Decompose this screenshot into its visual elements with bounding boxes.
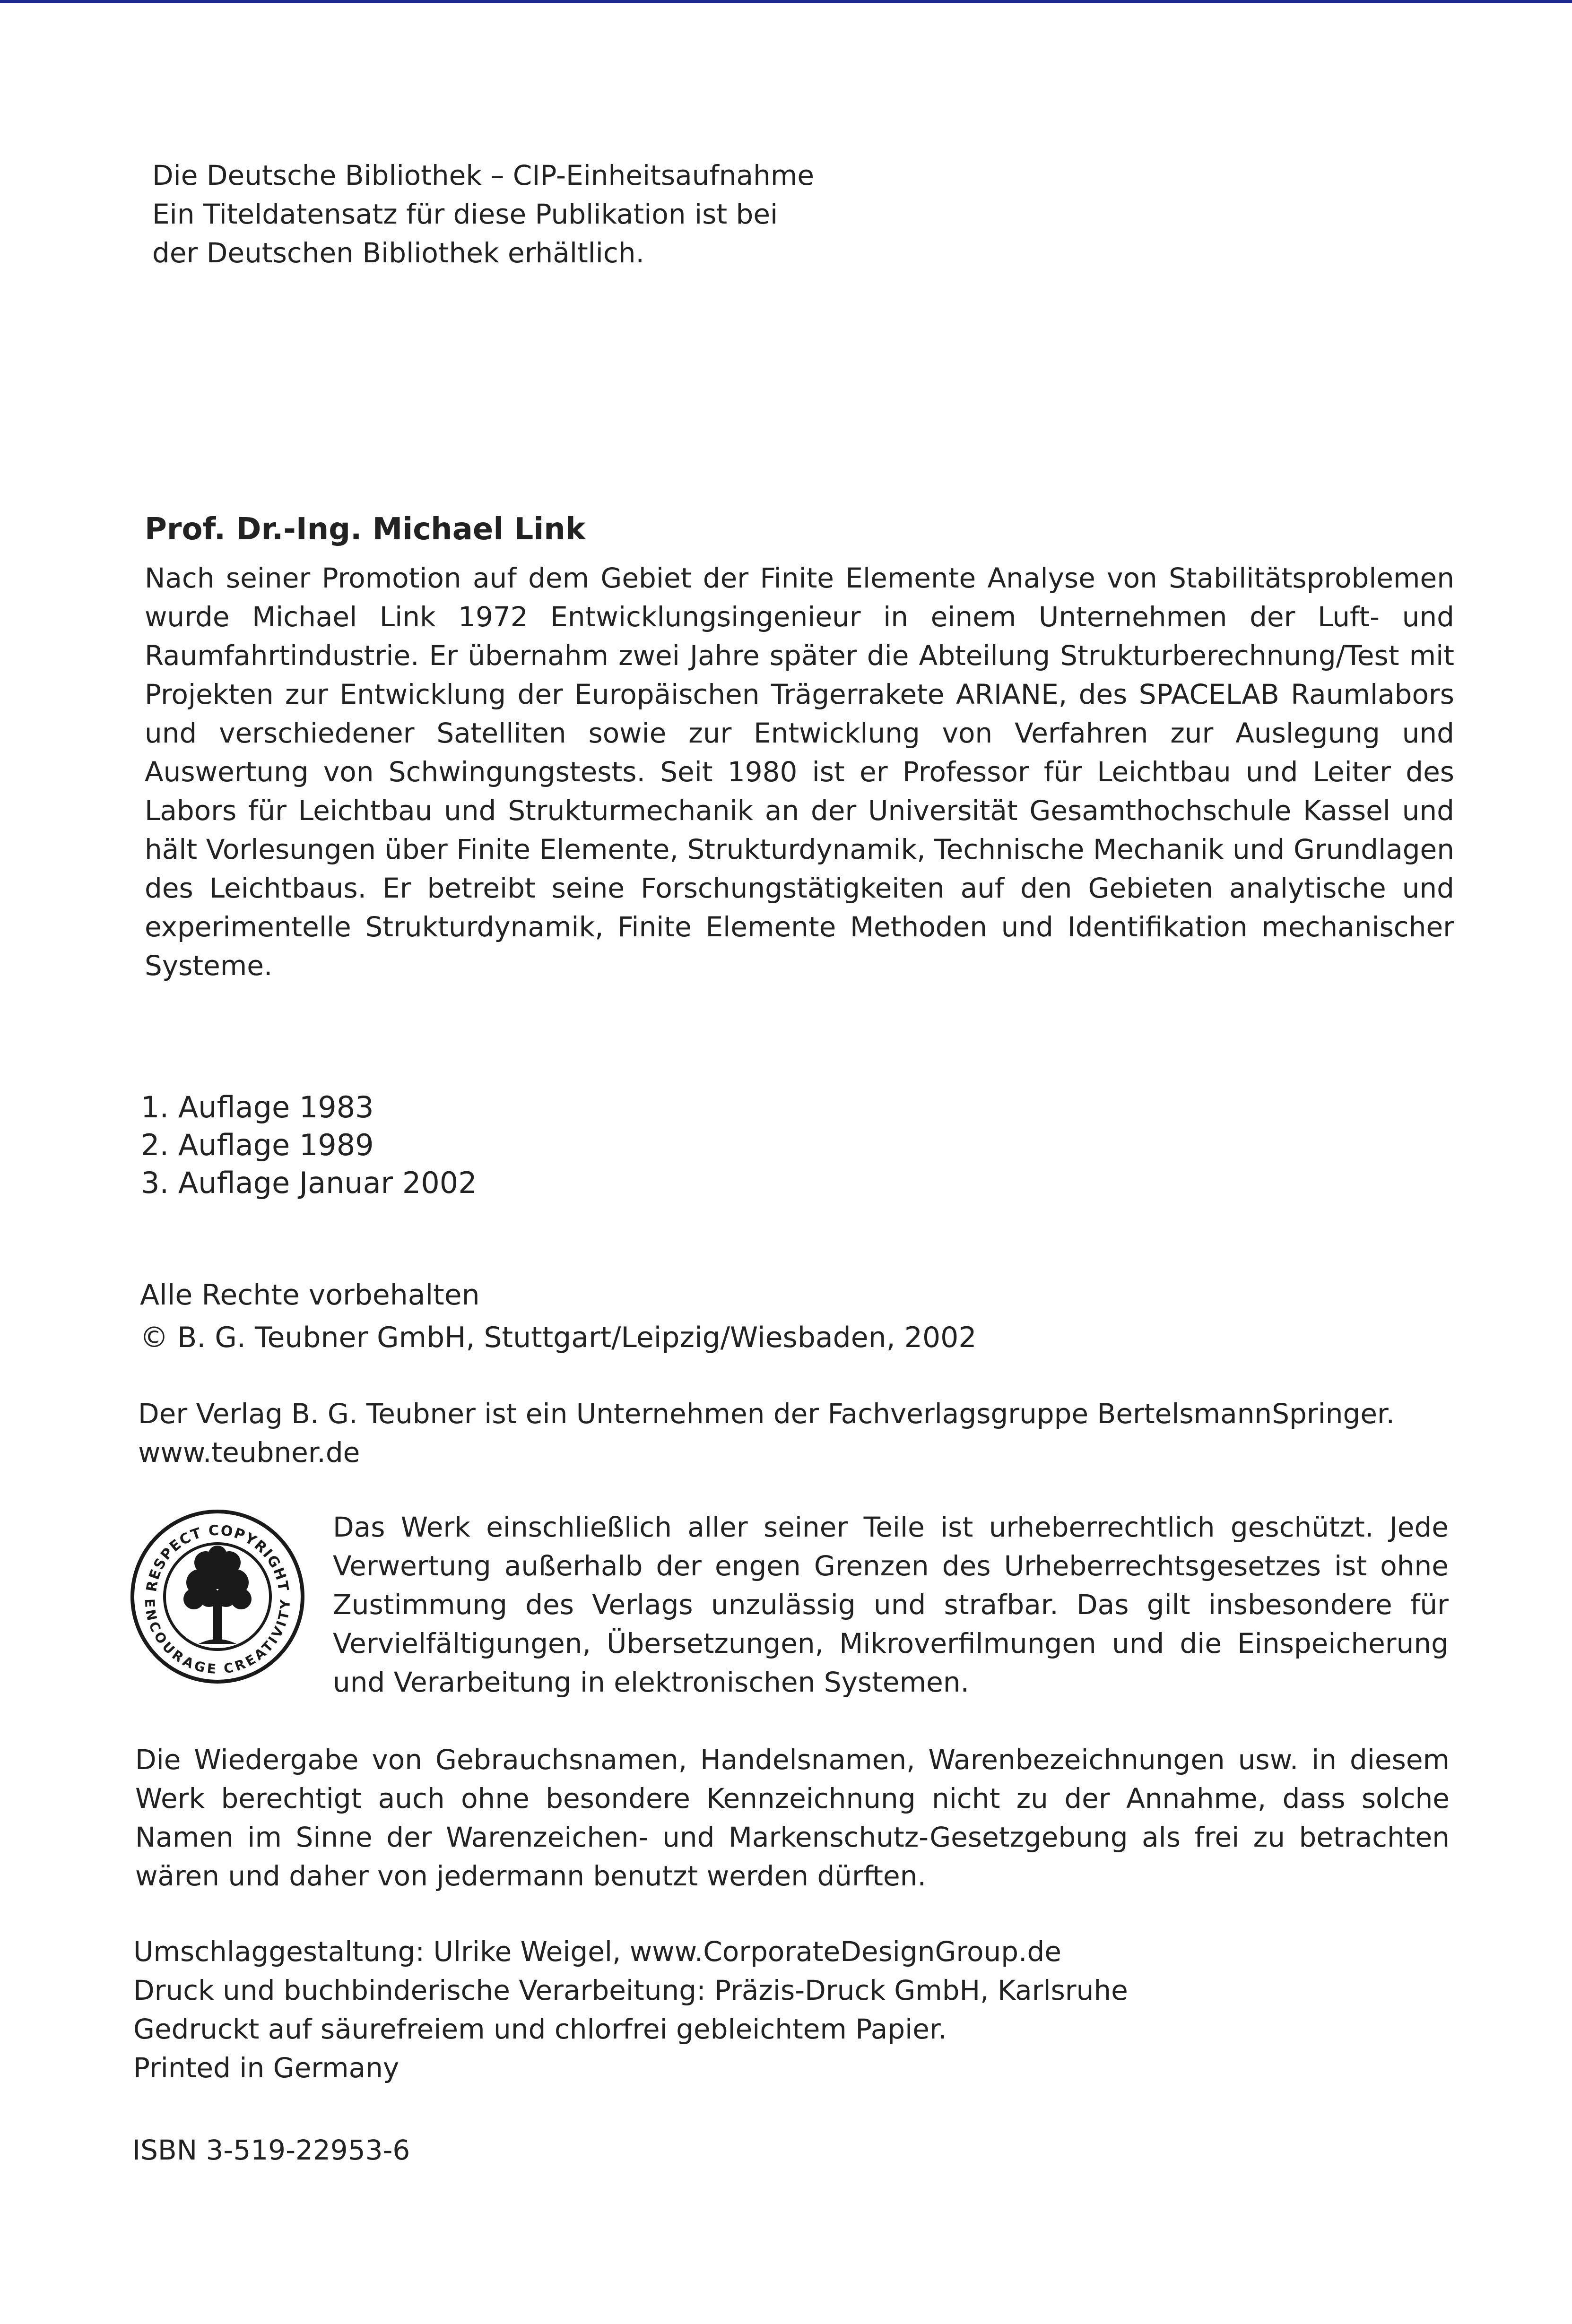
author-biography: Nach seiner Promotion auf dem Gebiet der Finite Elemente Analyse von Stabilitätsproblemen wurde Michael Link 1972 Entwicklungsingenieur in einem Unternehmen der Luft- und Raumfahrtindustrie. Er übernahm zwei Jahre später die Abteilung Strukturberechnung/Test mit Projekten zur Entwicklung der Europäischen Trägerrakete ARIANE, des SPACELAB Raumlabors und verschiedener Satelliten sowie zur Entwicklung von Verfahren zur Auslegung und Auswertung von Schwingungstests. Seit 1980 ist er Professor für Leichtbau und Leiter des Labors für Leichtbau und Strukturmechanik an der Universität Gesamthochschule Kassel und hält Vorlesungen über Finite Elemente, Strukturdynamik, Technische Mechanik und Grundlagen des Leichtbaus. Er betreibt seine Forschungstätigkeiten auf den Gebieten analytische und experimentelle Strukturdynamik, Finite Elemente Methoden und Identifikation mechanischer Systeme. xyxy=(145,562,1454,982)
cip-line: der Deutschen Bibliothek erhältlich. xyxy=(152,237,644,269)
edition-line: 1. Auflage 1983 xyxy=(141,1090,374,1124)
rights-reserved: Alle Rechte vorbehalten xyxy=(140,1279,480,1312)
copyright-line: © B. G. Teubner GmbH, Stuttgart/Leipzig/Wiesbaden, 2002 xyxy=(140,1321,977,1354)
publisher-info xyxy=(138,1394,1395,1472)
edition-line: 2. Auflage 1989 xyxy=(141,1128,374,1162)
seal-text-top: RESPECT COPYRIGHT xyxy=(143,1522,292,1593)
seal-text-bottom: ENCOURAGE CREATIVITY xyxy=(141,1598,294,1677)
author-name: Prof. Dr.-Ing. Michael Link xyxy=(145,512,586,547)
isbn: ISBN 3-519-22953-6 xyxy=(132,2134,410,2166)
production-credits xyxy=(133,1932,1128,2087)
publisher-website: www.teubner.de xyxy=(138,1436,360,1469)
edition-history xyxy=(141,1089,477,1202)
cip-line: Ein Titeldatensatz für diese Publikation ist bei xyxy=(152,198,778,230)
respect-copyright-seal-icon xyxy=(128,1507,307,1686)
cip-notice xyxy=(152,156,814,272)
tree-icon xyxy=(183,1546,252,1644)
cip-line: Die Deutsche Bibliothek – CIP-Einheitsaufnahme xyxy=(152,159,815,191)
top-border-rule xyxy=(0,0,1572,3)
edition-line: 3. Auflage Januar 2002 xyxy=(141,1166,477,1200)
publisher-group: Der Verlag B. G. Teubner ist ein Unternehmen der Fachverlagsgruppe BertelsmannSpringer. xyxy=(138,1398,1395,1430)
production-line: Gedruckt auf säurefreiem und chlorfrei gebleichtem Papier. xyxy=(133,2013,947,2045)
copyright-notice: Das Werk einschließlich aller seiner Teile ist urheberrechtlich geschützt. Jede Verwertung außerhalb der engen Grenzen des Urheberrechtsgesetzes ist ohne Zustimmung des Verlags unzulässig und strafbar. Das gilt insbesondere für Vervielfältigungen, Übersetzungen, Mikroverfilmungen und die Einspeicherung und Verarbeitung in elektronischen Systemen. xyxy=(333,1511,1449,1698)
production-line: Druck und buchbinderische Verarbeitung: Präzis-Druck GmbH, Karlsruhe xyxy=(133,1974,1128,2006)
production-line: Printed in Germany xyxy=(133,2052,400,2084)
production-line: Umschlaggestaltung: Ulrike Weigel, www.CorporateDesignGroup.de xyxy=(133,1935,1061,1968)
rights-notice xyxy=(140,1274,977,1359)
trademark-notice: Die Wiedergabe von Gebrauchsnamen, Handelsnamen, Warenbezeichnungen usw. in diesem Werk berechtigt auch ohne besondere Kennzeichnung nicht zu der Annahme, dass solche Namen im Sinne der Warenzeichen- und Markenschutz-Gesetzgebung als frei zu betrachten wären und daher von jedermann benutzt werden dürften. xyxy=(135,1744,1450,1892)
